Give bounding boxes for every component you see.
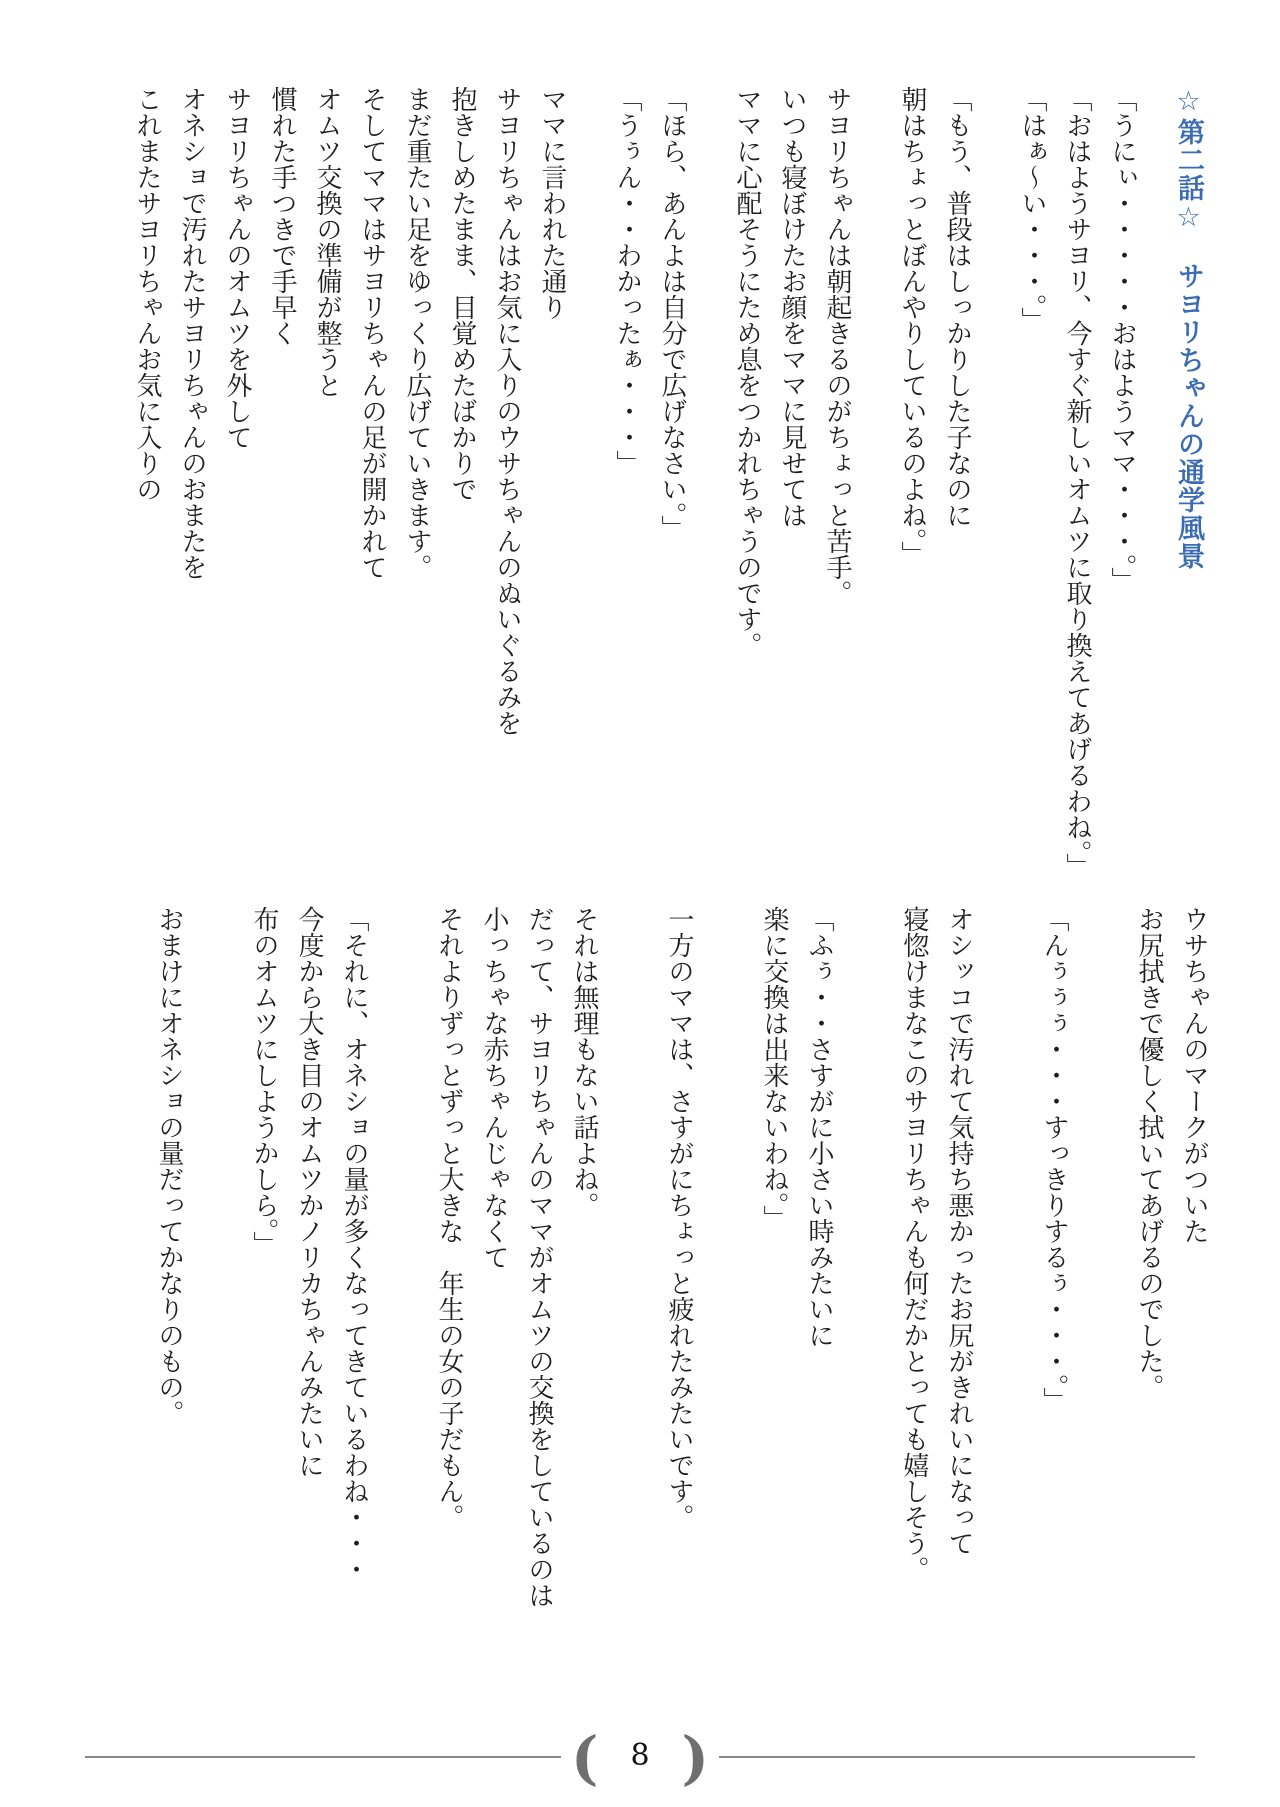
text-line: オムツ交換の準備が整うと [313,86,342,398]
text-line: 「はぁ〜い・・・。」 [1018,86,1047,333]
text-line: サヨリちゃんのオムツを外して [223,86,252,450]
text-line: オネショで汚れたサヨリちゃんのおまたを [178,86,207,580]
text-line: サヨリちゃんは朝起きるのがちょっと苦手。 [823,86,852,606]
paragraph [1127,906,1217,1606]
text-line: ママに言われた通り [538,86,567,320]
text-line: 今度から大き目のオムツかノリカちゃんみたいに [295,906,324,1478]
page-number-bracket-right-icon: ) [681,1724,709,1792]
text-line: 「んぅぅぅ・・・すっきりするぅ・・・。」 [1040,906,1069,1413]
text-line: だって、サヨリちゃんのママがオムツの交換をしているのは [525,906,554,1608]
text-line: 「それに、オネショの量が多くなってきているわね・・・ [340,906,369,1582]
text-line: 「もう、普段はしっかりした子なのに [943,86,972,528]
text-line: 抱きしめたまま、目覚めたばかりで [448,86,477,502]
text-line: 布のオムツにしようかしら。」 [250,906,279,1257]
chapter-title: ☆第二話☆ サヨリちゃんの通学風景 [1173,86,1204,570]
page-footer [85,1724,1195,1792]
text-line: 「うにぃ・・・・・おはようママ・・・。」 [1108,86,1137,593]
text-line: いつも寝ぼけたお顔をママに見せては [778,86,807,528]
text-line: 小っちゃな赤ちゃんじゃなくて [480,906,509,1270]
text-line: 楽に交換は出来ないわね。」 [760,906,789,1231]
text-line: それは無理もない話よね。 [570,906,599,1218]
text-line: 「うぅん・・わかったぁ・・・」 [613,86,642,476]
paragraph [890,86,980,916]
text-line: それよりずっとずっと大きな 年生の女の子だもん。 [435,906,464,1530]
page-number: 8 [630,1737,650,1773]
text-line: 「ふぅ・・さすがに小さい時みたいに [805,906,834,1348]
paragraph [752,906,842,1606]
text-line: ママに心配そうにため息をつかれちゃうのです。 [733,86,762,658]
text-line: 朝はちょっとぼんやりしているのよね。」 [898,86,927,567]
story-section-bottom [147,906,1217,1606]
text-line: サヨリちゃんはお気に入りのウサちゃんのぬいぐるみを [493,86,522,736]
text-line: 慣れた手つきで手早く [268,86,297,346]
story-section-top [125,86,1217,916]
paragraph [657,906,702,1606]
text-line: 一方のママは、さすがにちょっと疲れたみたいです。 [665,906,694,1530]
text-line: 「おはようサヨリ、今すぐ新しいオムツに取り換えてあげるわね。」 [1063,86,1092,879]
paragraph [892,906,982,1606]
text-line: オシッコで汚れて気持ち悪かったお尻がきれいになって [945,906,974,1556]
paragraph [125,86,575,916]
paragraph [147,906,192,1606]
text-line: これまたサヨリちゃんお気に入りの [133,86,162,502]
paragraph [725,86,860,916]
paragraph [605,86,695,916]
page-number-bracket-left-icon: ( [571,1724,599,1792]
text-line: 「ほら、あんよは自分で広げなさい。」 [658,86,687,541]
paragraph [242,906,377,1606]
paragraph [1032,906,1077,1606]
footer-rule-right [719,1756,1195,1758]
text-line: 寝惚けまなこのサヨリちゃんも何だかとっても嬉しそう。 [900,906,929,1582]
text-line: お尻拭きで優しく拭いてあげるのでした。 [1135,906,1164,1400]
text-line: そしてママはサヨリちゃんの足が開かれて [358,86,387,580]
text-line: ウサちゃんのマークがついた [1180,906,1209,1244]
text-line: おまけにオネショの量だってかなりのもの。 [155,906,184,1426]
paragraph [427,906,607,1606]
text-line: まだ重たい足をゆっくり広げていきます。 [403,86,432,580]
paragraph [1010,86,1145,916]
footer-rule-left [85,1756,561,1758]
